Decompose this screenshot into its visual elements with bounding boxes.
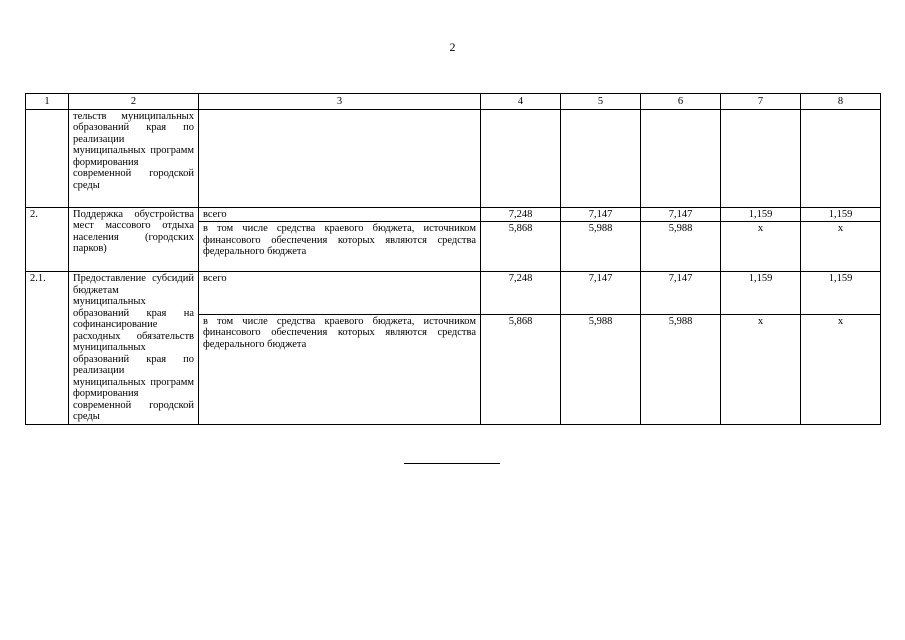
row-code-cell: 2.1. bbox=[26, 272, 69, 425]
value-cell: х bbox=[801, 222, 881, 272]
row-label-cell: всего bbox=[199, 272, 481, 315]
column-header: 4 bbox=[481, 94, 561, 110]
row-code-cell bbox=[26, 109, 69, 207]
table-header-row bbox=[26, 94, 881, 110]
value-cell bbox=[481, 109, 561, 207]
value-cell: 5,868 bbox=[481, 314, 561, 424]
value-cell: 7,147 bbox=[561, 272, 641, 315]
value-cell bbox=[721, 109, 801, 207]
value-cell: 5,988 bbox=[561, 314, 641, 424]
column-header: 5 bbox=[561, 94, 641, 110]
table-row bbox=[26, 207, 881, 222]
column-header: 7 bbox=[721, 94, 801, 110]
value-cell: 1,159 bbox=[721, 207, 801, 222]
budget-table bbox=[25, 93, 881, 425]
value-cell: 7,147 bbox=[641, 272, 721, 315]
row-label-cell: в том числе средства краевого бюджета, источником финансового обеспечения которых являются средства федерального бюджета bbox=[199, 222, 481, 272]
column-header: 2 bbox=[69, 94, 199, 110]
page-number: 2 bbox=[449, 40, 456, 54]
table-row bbox=[26, 272, 881, 315]
row-name-cell: тельств муниципальных образований края по реализации муниципальных программ формирования современной городской среды bbox=[69, 109, 199, 207]
value-cell: 7,147 bbox=[561, 207, 641, 222]
value-cell bbox=[561, 109, 641, 207]
column-header: 8 bbox=[801, 94, 881, 110]
value-cell bbox=[641, 109, 721, 207]
value-cell: 5,988 bbox=[641, 222, 721, 272]
row-label-cell: всего bbox=[199, 207, 481, 222]
value-cell: 5,868 bbox=[481, 222, 561, 272]
row-label-cell: в том числе средства краевого бюджета, источником финансового обеспечения которых являются средства федерального бюджета bbox=[199, 314, 481, 424]
column-header: 6 bbox=[641, 94, 721, 110]
table-row-continuation bbox=[26, 109, 881, 207]
row-code-cell: 2. bbox=[26, 207, 69, 272]
row-name-cell: Поддержка обустройства мест массового отдыха населения (городских парков) bbox=[69, 207, 199, 272]
column-header: 1 bbox=[26, 94, 69, 110]
value-cell: 1,159 bbox=[801, 207, 881, 222]
value-cell: 1,159 bbox=[801, 272, 881, 315]
row-label-cell bbox=[199, 109, 481, 207]
column-header: 3 bbox=[199, 94, 481, 110]
value-cell: х bbox=[801, 314, 881, 424]
value-cell: 7,147 bbox=[641, 207, 721, 222]
value-cell: 7,248 bbox=[481, 207, 561, 222]
end-of-table-rule bbox=[404, 463, 500, 464]
value-cell: 7,248 bbox=[481, 272, 561, 315]
row-name-cell: Предоставление субсидий бюджетам муниципальных образований края на софинансирование расходных обязательств муниципальных образований края по реализации муниципальных программ формирования современной городской среды bbox=[69, 272, 199, 425]
value-cell: х bbox=[721, 222, 801, 272]
value-cell: 5,988 bbox=[561, 222, 641, 272]
value-cell: 5,988 bbox=[641, 314, 721, 424]
value-cell: х bbox=[721, 314, 801, 424]
value-cell: 1,159 bbox=[721, 272, 801, 315]
value-cell bbox=[801, 109, 881, 207]
